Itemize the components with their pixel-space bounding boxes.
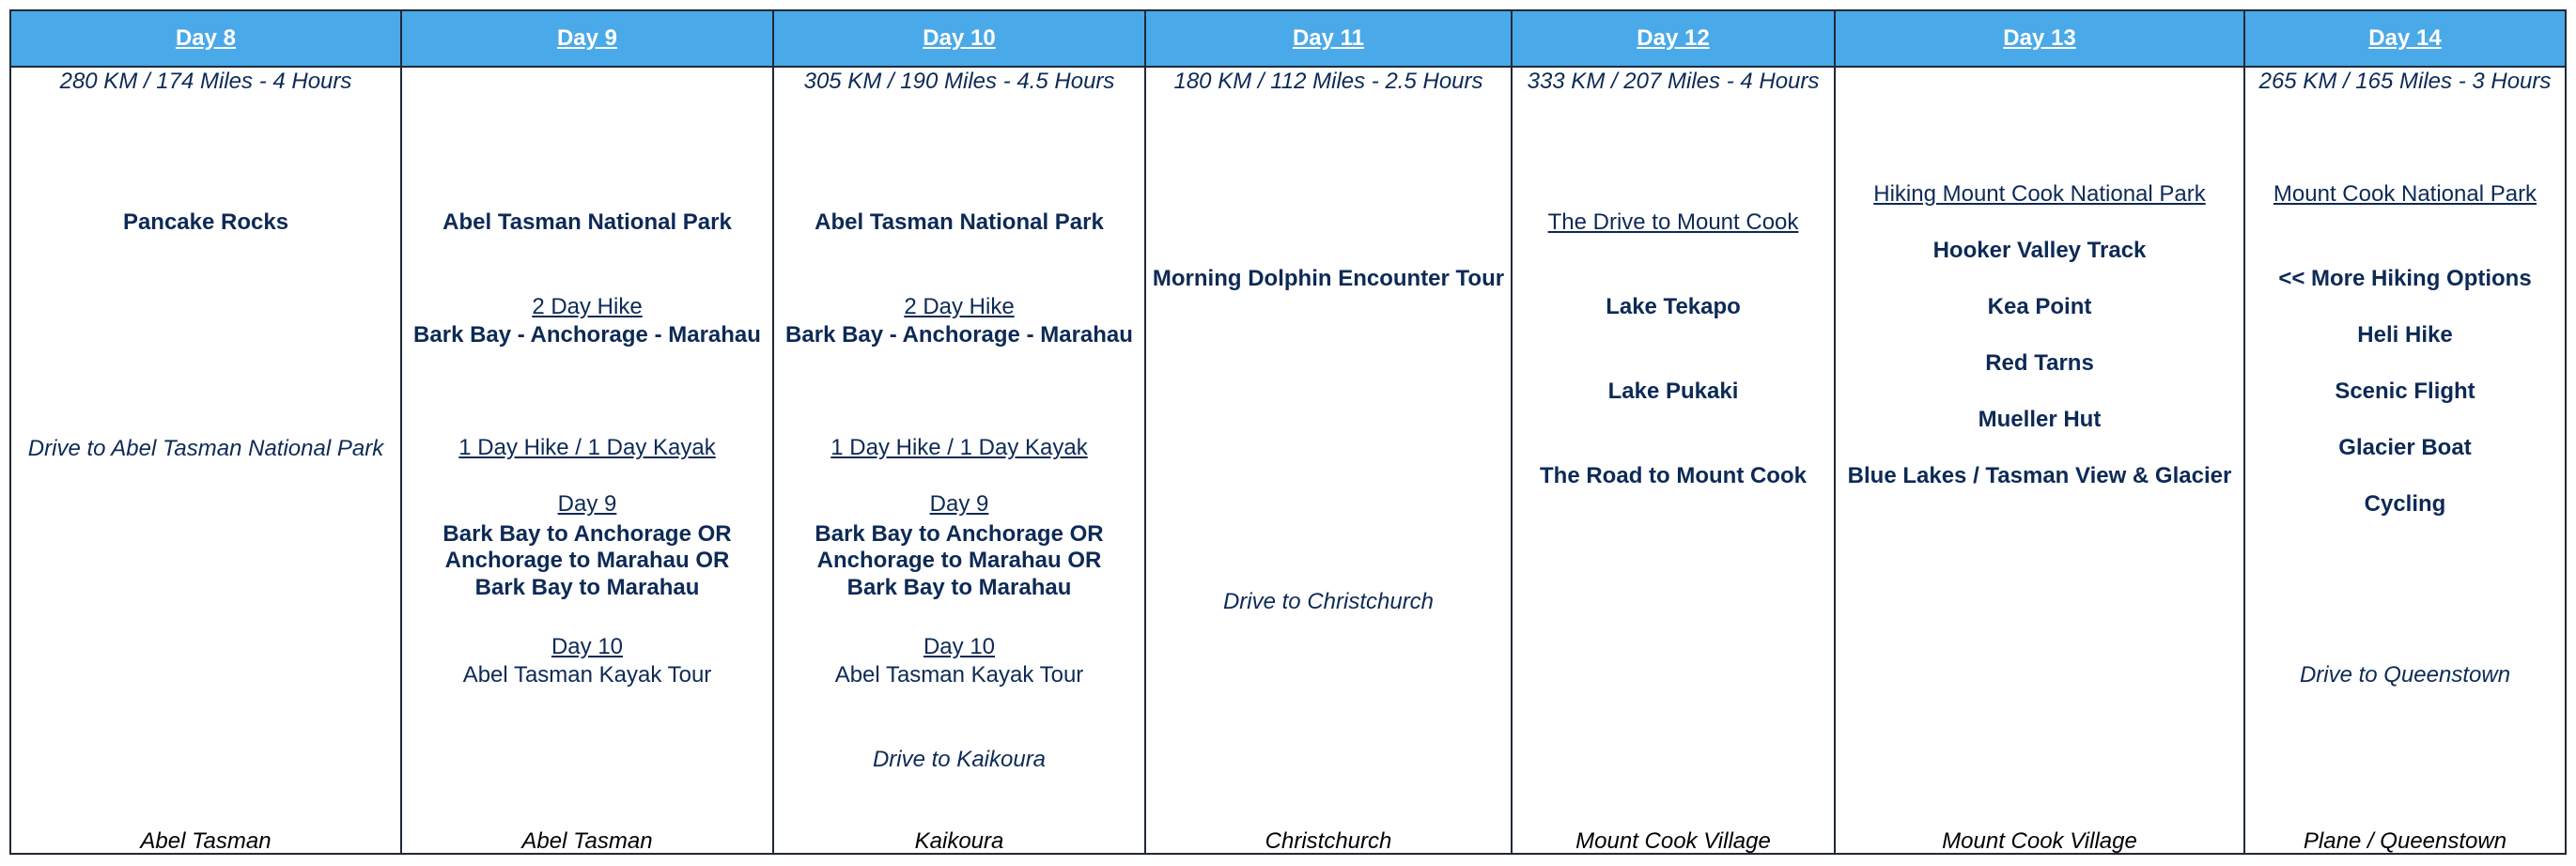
itinerary-table [9,9,2567,855]
stop-item: Lake Tekapo [1606,294,1741,319]
one-day-hike-link[interactable]: 1 Day Hike / 1 Day Kayak [830,435,1088,460]
day-a-line: Anchorage to Marahau OR [816,548,1102,573]
overnight-location: Abel Tasman [140,828,272,854]
day-b-link[interactable]: Day 10 [551,634,624,659]
day-a-link[interactable]: Day 9 [557,491,617,517]
day-column-13 [1836,11,2245,853]
day-column-10 [774,11,1146,853]
day-column-11 [1146,11,1513,853]
drive-text: Drive to Kaikoura [872,747,1047,772]
day-column-9 [402,11,774,853]
day-header[interactable] [1513,11,1834,68]
day-header[interactable] [1836,11,2243,68]
distance-text: 333 KM / 207 Miles - 4 Hours [1527,69,1820,94]
more-hiking-link[interactable]: << More Hiking Options [2278,266,2532,291]
distance-text: 280 KM / 174 Miles - 4 Hours [59,69,352,94]
day-column-14 [2245,11,2565,853]
distance-text: 305 KM / 190 Miles - 4.5 Hours [803,69,1115,94]
day-header-link[interactable]: Day 11 [1292,25,1365,51]
two-day-hike-link[interactable]: 2 Day Hike [532,294,643,319]
distance-text: 180 KM / 112 Miles - 2.5 Hours [1173,69,1483,94]
stop-item: Blue Lakes / Tasman View & Glacier [1847,463,2232,488]
stop-item: The Road to Mount Cook [1540,463,1807,488]
day-column-12 [1513,11,1836,853]
route-link[interactable]: Hiking Mount Cook National Park [1873,181,2206,207]
stop-item: Kea Point [1987,294,2092,319]
two-day-hike-link[interactable]: 2 Day Hike [904,294,1015,319]
stop-item: Mueller Hut [1978,407,2102,432]
day-header-link[interactable]: Day 10 [923,25,996,51]
stop-item: Cycling [2364,491,2446,517]
overnight-location: Mount Cook Village [1575,828,1771,854]
drive-text: Drive to Queenstown [2299,662,2511,688]
route-link[interactable]: Mount Cook National Park [2273,181,2537,207]
day-column-8 [11,11,402,853]
route-link[interactable]: The Drive to Mount Cook [1547,209,1799,235]
day-a-link[interactable]: Day 9 [929,491,989,517]
highlight-text: Pancake Rocks [122,209,289,235]
park-title: Abel Tasman National Park [442,209,732,235]
day-header-link[interactable]: Day 14 [2368,25,2442,51]
day-a-line: Bark Bay to Marahau [846,575,1072,600]
highlight-text: Morning Dolphin Encounter Tour [1152,266,1505,291]
two-day-hike-route: Bark Bay - Anchorage - Marahau [413,322,761,348]
day-header[interactable] [1146,11,1511,68]
drive-text: Drive to Abel Tasman National Park [27,436,384,461]
day-header[interactable] [774,11,1144,68]
distance-text: 265 KM / 165 Miles - 3 Hours [2258,69,2552,94]
stop-item: Glacier Boat [2338,435,2472,460]
day-header[interactable] [11,11,400,68]
overnight-location: Plane / Queenstown [2303,828,2507,854]
day-header[interactable] [2245,11,2565,68]
day-header-link[interactable]: Day 12 [1637,25,1710,51]
stop-item: Lake Pukaki [1607,379,1739,404]
stop-item: Red Tarns [1985,350,2094,376]
day-b-link[interactable]: Day 10 [923,634,996,659]
stop-item: Scenic Flight [2335,379,2475,404]
drive-text: Drive to Christchurch [1222,589,1435,614]
overnight-location: Christchurch [1265,828,1392,854]
day-a-line: Bark Bay to Anchorage OR [815,521,1104,547]
day-a-line: Bark Bay to Marahau [474,575,700,600]
day-header-link[interactable]: Day 9 [556,25,618,51]
day-a-line: Bark Bay to Anchorage OR [442,521,732,547]
day-header[interactable] [402,11,772,68]
day-a-line: Anchorage to Marahau OR [444,548,730,573]
day-b-text: Abel Tasman Kayak Tour [834,662,1084,688]
overnight-location: Mount Cook Village [1942,828,2137,854]
park-title: Abel Tasman National Park [815,209,1104,235]
day-header-link[interactable]: Day 8 [175,25,237,51]
day-header-link[interactable]: Day 13 [2003,25,2076,51]
overnight-location: Abel Tasman [521,828,653,854]
one-day-hike-link[interactable]: 1 Day Hike / 1 Day Kayak [458,435,716,460]
two-day-hike-route: Bark Bay - Anchorage - Marahau [785,322,1133,348]
stop-item: Heli Hike [2357,322,2453,348]
overnight-location: Kaikoura [914,828,1004,854]
stop-item: Hooker Valley Track [1932,238,2147,263]
day-b-text: Abel Tasman Kayak Tour [462,662,712,688]
